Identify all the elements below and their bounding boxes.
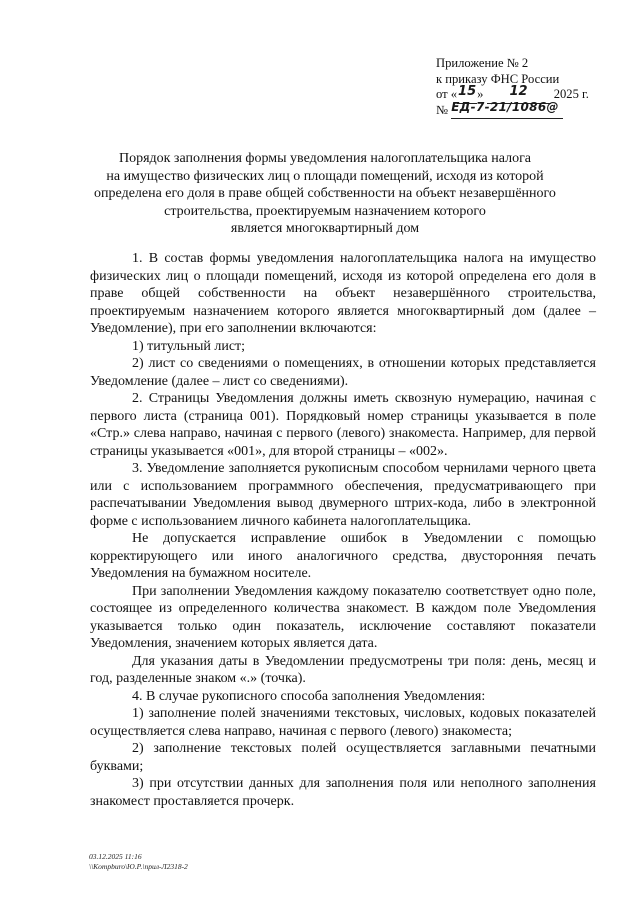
title-line: строительства, проектируемым назначением которого — [164, 203, 486, 219]
date-mid: » — [477, 87, 484, 101]
title-line: является многоквартирный дом — [230, 221, 420, 237]
annex-title: Приложение № 2 — [436, 56, 529, 70]
footer-path: \\Kompburo\Ю.Р.\прил-Л2318-2 — [89, 861, 188, 871]
number-value: ЕД-7-21/1086@ — [451, 99, 559, 114]
date-day: 15 — [458, 84, 477, 99]
annex-block — [436, 56, 626, 118]
paragraph-2: 2. Страницы Уведомления должны иметь сквозную нумерацию, начиная с первого листа (страница 001). Порядковый номер страницы указывается в поле «Стр.» слева направо, начиная с первого (левого) знакоместа. Например, для первой страницы указывается «001», для второй страницы – «002». — [90, 391, 596, 459]
document-body — [90, 250, 596, 810]
paragraph-3: 3. Уведомление заполняется рукописным способом чернилами черного цвета или с использованием программного обеспечения, предусматривающего при распечатывании Уведомления вывод двумерного штрих-кода, либо в электронной форме с использованием личного кабинета налогоплательщика. — [90, 461, 596, 529]
paragraph-1: 1. В состав формы уведомления налогоплательщика налога на имущество физических лиц о площади помещений, исходя из которой определена его доля в праве общей собственности на объект незавершённого строительства, проектируемым назначением которого является многоквартирный дом (далее – Уведомление), при его заполнении включаются: — [90, 251, 596, 336]
number-field — [451, 99, 563, 120]
footer-timestamp: 03.12.2025 11:16 — [89, 852, 142, 861]
footer-stamp — [89, 852, 188, 871]
annex-order-ref: к приказу ФНС России — [436, 71, 560, 86]
title-line: Порядок заполнения формы уведомления налогоплательщика налога — [118, 151, 532, 166]
list-item-4-3: 3) при отсутствии данных для заполнения поля или неполного заполнения знакомест проставляется прочерк. — [90, 776, 596, 809]
paragraph-3-corrections: Не допускается исправление ошибок в Уведомлении с помощью корректирующего или иного аналогичного средства, двусторонняя печать Уведомления на бумажном носителе. — [90, 531, 596, 581]
list-item-4-1: 1) заполнение полей значениями текстовых, числовых, кодовых показателей осуществляется слева направо, начиная с первого (левого) знакоместа; — [90, 706, 596, 739]
date-year: 2025 г. — [553, 87, 589, 101]
title-line: определена его доля в праве общей собственности на объект незавершённого — [94, 186, 556, 202]
date-month: 12 — [509, 84, 528, 99]
paragraph-3-fields: При заполнении Уведомления каждому показателю соответствует одно поле, состоящее из определенного количества знакомест. В каждом поле Уведомления указывается только один показатель, исключение составляют показатели Уведомления, значением которых является дата. — [90, 583, 596, 651]
date-prefix: от « — [436, 87, 458, 101]
list-item-1: 1) титульный лист; — [132, 338, 246, 354]
paragraph-4: 4. В случае рукописного способа заполнения Уведомления: — [132, 688, 486, 704]
paragraph-3-date: Для указания даты в Уведомлении предусмотрены три поля: день, месяц и год, разделенные знаком «.» (точка). — [90, 653, 596, 686]
document-title — [60, 150, 590, 238]
number-prefix: № — [436, 102, 449, 117]
title-line: на имущество физических лиц о площади помещений, исходя из которой — [106, 168, 544, 184]
list-item-2: 2) лист со сведениями о помещениях, в отношении которых представляется Уведомление (далее – лист со сведениями). — [90, 356, 596, 389]
annex-number — [436, 99, 626, 119]
list-item-4-2: 2) заполнение текстовых полей осуществляется заглавными печатными буквами; — [90, 741, 596, 774]
